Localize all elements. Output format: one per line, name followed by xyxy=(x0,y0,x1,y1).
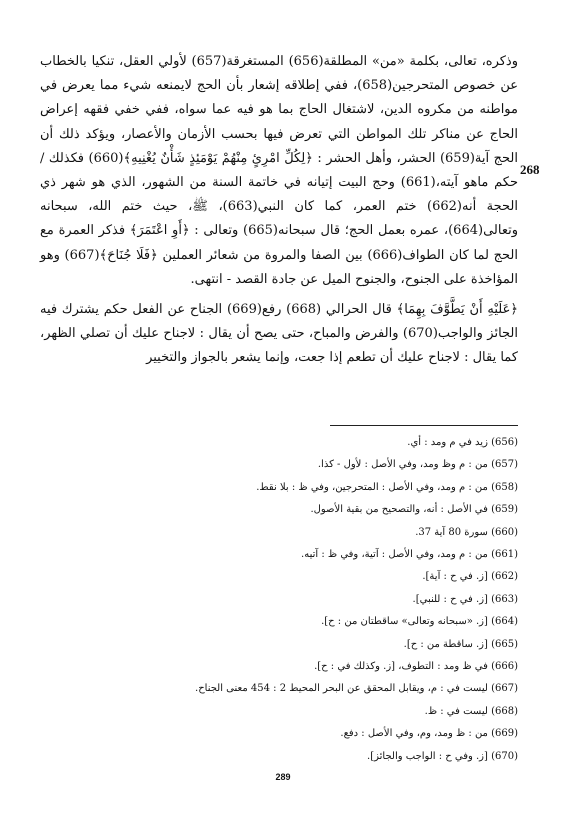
footnote: (666) في ظ ومد : التطوف، [ز. وكذلك في : ح]. xyxy=(314,661,518,673)
main-text xyxy=(40,50,518,371)
footnote: (660) سورة 80 آية 37. xyxy=(415,526,518,538)
page-number: 289 xyxy=(275,772,291,782)
footnote: (664) [ز. «سبحانه وتعالى» ساقطتان من : ح]. xyxy=(321,616,518,628)
footnote: (659) في الأصل : أنه، والتصحيح من بقية الأصول. xyxy=(310,504,518,516)
footnote: (662) [ز. في ح : آية]. xyxy=(422,571,518,583)
footnote: (657) من : م وظ ومد، وفي الأصل : لأول - كذا. xyxy=(317,459,518,471)
footnote: (667) ليست في : م، ويقابل المحقق عن البحر المحيط 2 : 454 معنى الجناح. xyxy=(195,683,518,695)
footnote: (668) ليست في : ظ. xyxy=(424,705,518,717)
paragraph-1: وذكره، تعالى، بكلمة «من» المطلقة(656) المستغرقة(657) لأولي العقل، تنكيا بالخطاب عن خصوص المتحرجين(658)، ففي إطلاقه إشعار بأن الحج لايمنعه شيء مما يعرض في مواطنه من مكروه الدين، لاشتغال الحاج بما هو فيه عما سواه، ففي خفي فقهه إعراض الحاج عن مناكر تلك المواطن التي تعرض فيها بحسب الأزمان والأعصار، ويؤكد ذلك أن الحج آية(659) الحشر، وأهل الحشر : ﴿لِكُلِّ امْرِئٍ مِنْهُمْ يَوْمَئِذٍ شَأْنٌ يُغْنِيهِ﴾(660) فكذلك /حكم ماهو آيته،(661) وحج البيت إتيانه في خاتمة السنة من الشهور، الذي هو شهر ذي الحجة أنه(662) ختم العمر، كما كان النبي(663)، ﷺ، حيث ختم الله، سبحانه وتعالى(664)، عمره بعمل الحج؛ قال سبحانه(665) وتعالى : ﴿أَوِ اعْتَمَرَ﴾ فذكر العمرة مع الحج لما كان الطواف(666) بين الصفا والمروة من شعائر العملين ﴿فَلَا جُنَاحَ﴾(667) وهو المؤاخذة على الجنوح، والجنوح الميل عن جادة القصد - انتهى. xyxy=(40,54,519,287)
footnote: (669) من : ظ ومد، وم، وفي الأصل : دفع. xyxy=(340,728,518,740)
footnote: (665) [ز. ساقطة من : ح]. xyxy=(403,638,518,650)
footnote: (661) من : م ومد، وفي الأصل : آتية، وفي ظ : آتيه. xyxy=(301,549,518,561)
footnote: (663) [ز. في ح : للنبي]. xyxy=(412,593,518,605)
footnote-separator xyxy=(330,425,518,426)
footnote: (656) زيد في م ومد : أي. xyxy=(407,437,518,448)
margin-page-reference: 268 xyxy=(520,162,540,177)
paragraph-2: ﴿عَلَيْهِ أَنْ يَطَّوَّفَ بِهِمَا﴾ قال الحرالي (668) رفع(669) الجناح عن الفعل حكم يشترك فيه الجائز والواجب(670) والفرض والمباح، حتى يصح أن يقال : لاجناح عليك أن تصلي الظهر، كما يقال : لاجناح عليك أن تطعم إذا جعت، وإنما يشعر بالجواز والتخيير xyxy=(40,302,519,366)
footnotes xyxy=(40,432,518,768)
footnote: (658) من : م ومد، وفي الأصل : المتحرجين، وفي ظ : بلا نقط. xyxy=(256,481,518,493)
footnote: (670) [ز. وفي ح : الواجب والجائز]. xyxy=(367,750,518,762)
